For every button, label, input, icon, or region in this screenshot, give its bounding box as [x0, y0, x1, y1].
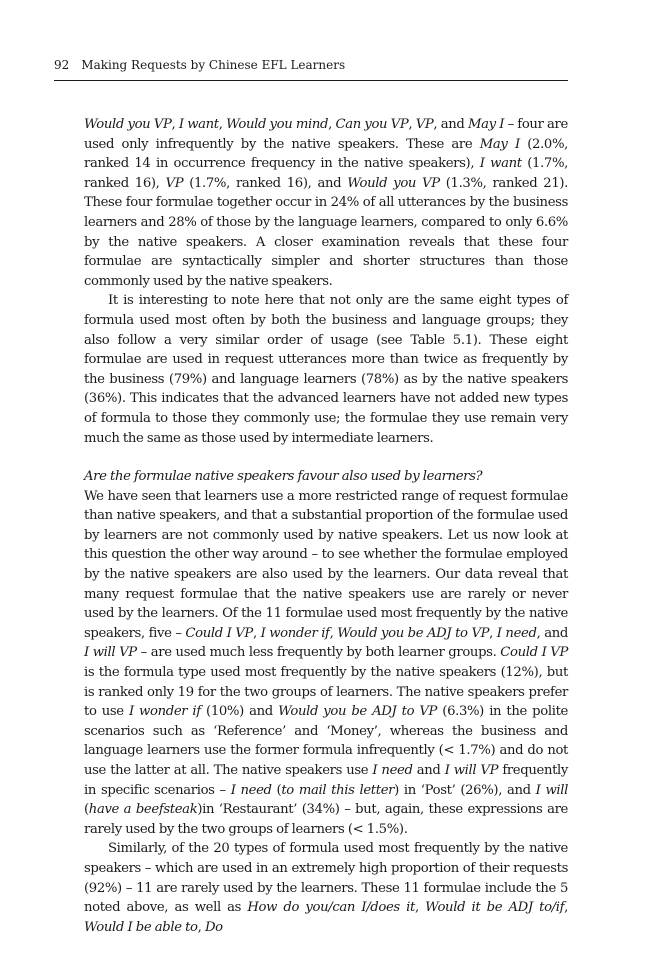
body-text: [84, 115, 568, 937]
section-subheading: Are the formulae native speakers favour also used by learners?: [84, 469, 483, 485]
header-rule: [54, 80, 568, 81]
running-head: [54, 57, 568, 73]
paragraph-2: It is interesting to note here that not only are the same eight types of formula used most often by both the business and language groups; they also follow a very similar order of usage (see Table 5.1). These eight formulae are used in request utterances more than twice as frequently by the business (79%) and language learners (78%) as by the native speakers (36%). This indicates that the advanced learners have not added new types of formula to those they commonly use; the formulae they use remain very much the same as those used by intermediate learners.: [84, 293, 568, 446]
paragraph-1: Would you VP, I want, Would you mind, Can you VP, VP, and May I – four are used only infrequently by the native speakers. These are May I (2.0%, ranked 14 in occurrence frequency in the native speakers), I want (1.7%, ranked 16), VP (1.7%, ranked 16), and Would you VP (1.3%, ranked 21). These four formulae together occur in 24% of all utterances by the business learners and 28% of those by the language learners, compared to only 6.6% by the native speakers. A closer examination reveals that these four formulae are syntactically simpler and shorter structures than those commonly used by the native speakers.: [84, 117, 568, 289]
paragraph-3: We have seen that learners use a more restricted range of request formulae than native speakers, and that a substantial proportion of the formulae used by learners are not commonly used by native speakers. Let us now look at this question the other way around – to see whether the formulae employed by the native speakers are also used by the learners. Our data reveal that many request formulae that the native speakers use are rarely or never used by the learners. Of the 11 formulae used most frequently by the native speakers, five – Could I VP, I wonder if, Would you be ADJ to VP, I need, and I will VP – are used much less frequently by both learner groups. Could I VP is the formula type used most frequently by the native speakers (12%), but is ranked only 19 for the two groups of learners. The native speakers prefer to use I wonder if (10%) and Would you be ADJ to VP (6.3%) in the polite scenarios such as ‘Reference’ and ‘Money’, whereas the business and language learners use the former formula infrequently (< 1.7%) and do not use the latter at all. The native speakers use I need and I will VP frequently in specific scenarios – I need (to mail this letter) in ‘Post’ (26%), and I will (have a beefsteak)in ‘Restaurant’ (34%) – but, again, these expressions are rarely used by the two groups of learners (< 1.5%).: [84, 488, 569, 837]
paragraph-4: Similarly, of the 20 types of formula used most frequently by the native speakers – which are used in an extremely high proportion of their requests (92%) – 11 are rarely used by the learners. These 11 formulae include the 5 noted above, as well as How do you/can I/does it, Would it be ADJ to/if, Would I be able to, Do: [84, 841, 568, 935]
running-title: Making Requests by Chinese EFL Learners: [81, 58, 346, 72]
page-number: 92: [54, 58, 70, 72]
